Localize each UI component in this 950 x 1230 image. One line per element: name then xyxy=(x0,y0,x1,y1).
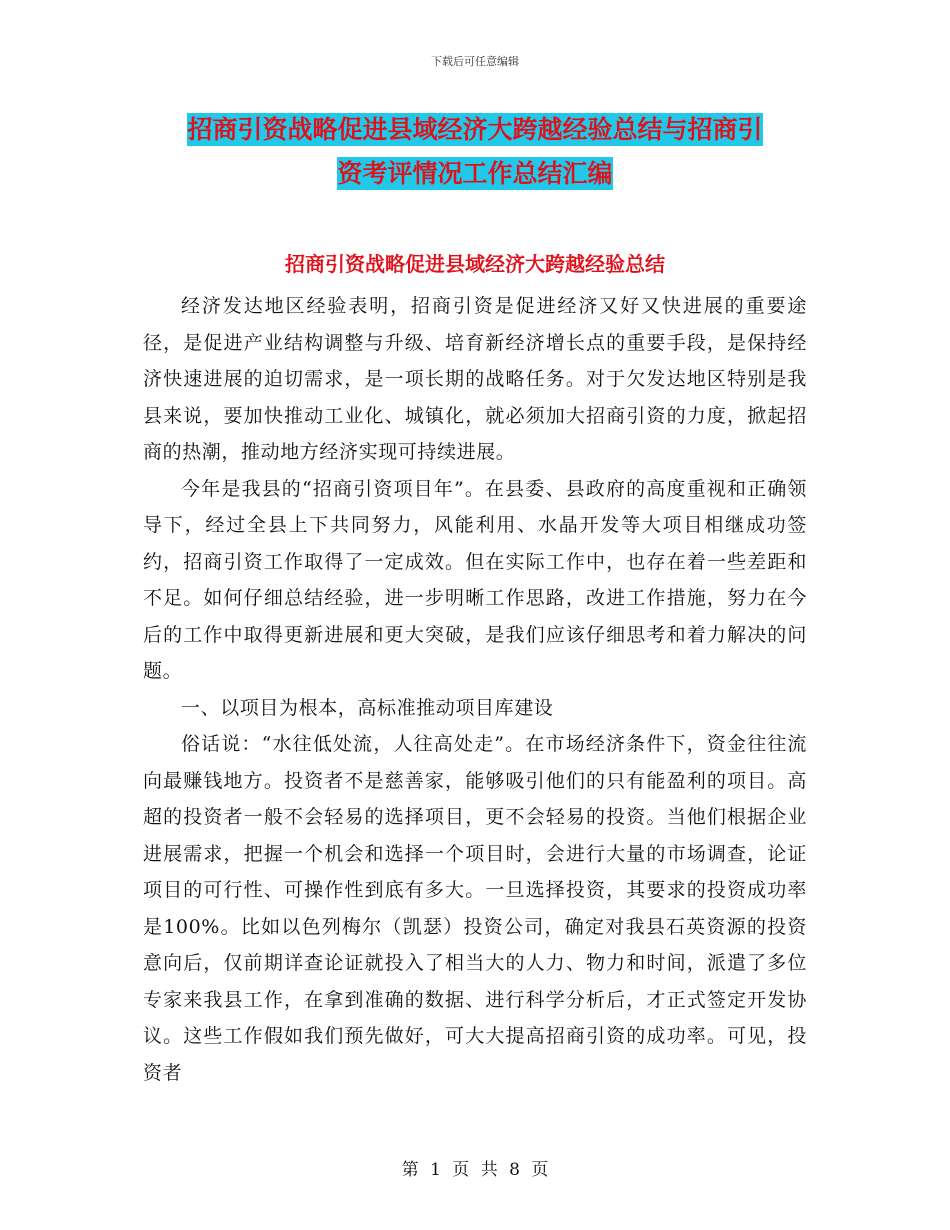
subheading: 一、以项目为根本，高标准推动项目库建设 xyxy=(181,696,554,719)
paragraph: 俗话说：“水往低处流，人往高处走”。在市场经济条件下，资金往往流向最赚钱地方。投资者不是慈善家，能够吸引他们的只有能盈利的项目。高超的投资者一般不会轻易的选择项目，更不会轻易的投资。当他们根据企业进展需求，把握一个机会和选择一个项目时，会进行大量的市场调查，论证项目的可行性、可操作性到底有多大。一旦选择投资，其要求的投资成功率是100%。比如以色列梅尔（凯瑟）投资公司，确定对我县石英资源的投资意向后，仅前期详查论证就投入了相当大的人力、物力和时间，派遣了多位专家来我县工作，在拿到准确的数据、进行科学分析后，才正式签定开发协议。这些工作假如我们预先做好，可大大提高招商引资的成功率。可见，投资者 xyxy=(143,733,807,1084)
paragraph: 经济发达地区经验表明，招商引资是促进经济又好又快进展的重要途径，是促进产业结构调整与升级、培育新经济增长点的重要手段，是保持经济快速进展的迫切需求，是一项长期的战略任务。对于欠发达地区特别是我县来说，要加快推动工业化、城镇化，就必须加大招商引资的力度，掀起招商的热潮，推动地方经济实现可持续进展。 xyxy=(143,295,807,463)
title-line-1: 招商引资战略促进县域经济大跨越经验总结与招商引 xyxy=(187,115,763,144)
paragraph: 今年是我县的“招商引资项目年”。在县委、县政府的高度重视和正确领导下，经过全县上下共同努力，风能利用、水晶开发等大项目相继成功签约，招商引资工作取得了一定成效。但在实际工作中，也存在着一些差距和不足。如何仔细总结经验，进一步明晰工作思路，改进工作措施，努力在今后的工作中取得更新进展和更大突破，是我们应该仔细思考和着力解决的问题。 xyxy=(143,477,807,682)
header-note: 下载后可任意编辑 xyxy=(431,55,519,68)
document-title xyxy=(140,108,810,196)
document-body xyxy=(143,288,807,1091)
page-number: 第 1 页 共 8 页 xyxy=(401,1160,549,1180)
title-line-2: 资考评情况工作总结汇编 xyxy=(337,159,613,188)
section-title: 招商引资战略促进县域经济大跨越经验总结 xyxy=(285,252,665,276)
